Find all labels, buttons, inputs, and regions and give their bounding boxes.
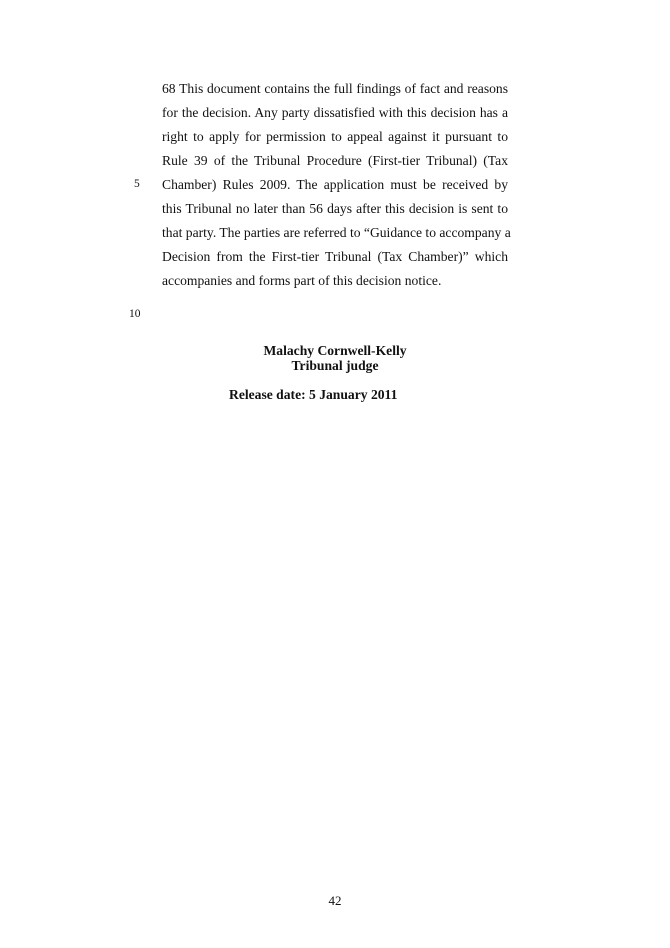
judge-title: Tribunal judge xyxy=(291,358,379,373)
decision-paragraph xyxy=(162,77,511,293)
release-date: Release date: 5 January 2011 xyxy=(229,387,398,402)
page-number: 42 xyxy=(328,893,342,908)
line-number-5: 5 xyxy=(134,178,140,190)
paragraph-line: that party. The parties are referred to “Guidance to accompany a xyxy=(162,225,511,240)
paragraph-line: Decision from the First-tier Tribunal (Tax Chamber)” which xyxy=(162,249,508,264)
judge-name: Malachy Cornwell-Kelly xyxy=(263,343,407,358)
signature-block xyxy=(240,343,430,373)
paragraph-line: accompanies and forms part of this decision notice. xyxy=(162,273,442,288)
paragraph-line: 68 This document contains the full findings of fact and reasons xyxy=(162,81,508,96)
paragraph-line: this Tribunal no later than 56 days after this decision is sent to xyxy=(162,201,508,216)
paragraph-line: for the decision. Any party dissatisfied with this decision has a xyxy=(162,105,508,120)
paragraph-line: Chamber) Rules 2009. The application must be received by xyxy=(162,177,508,192)
line-number-10: 10 xyxy=(129,308,141,320)
paragraph-line: right to apply for permission to appeal against it pursuant to xyxy=(162,129,508,144)
paragraph-line: Rule 39 of the Tribunal Procedure (First-tier Tribunal) (Tax xyxy=(162,153,508,168)
